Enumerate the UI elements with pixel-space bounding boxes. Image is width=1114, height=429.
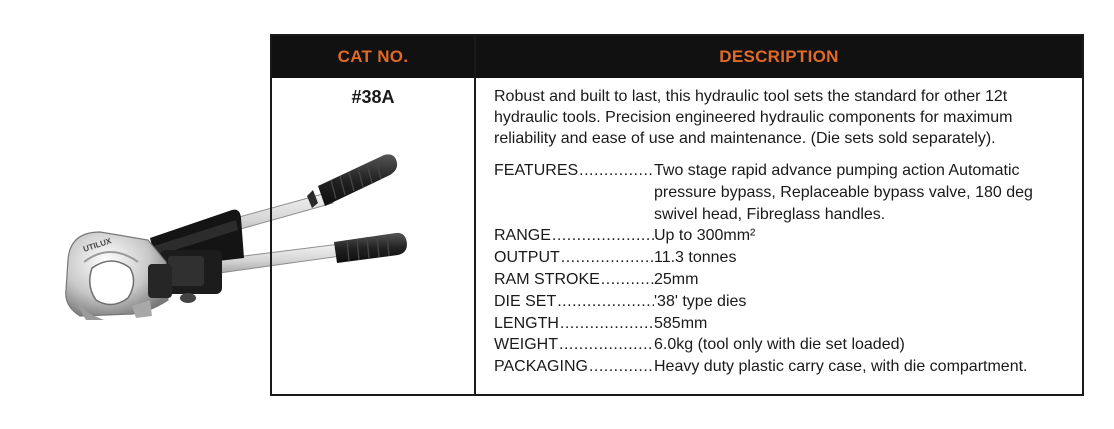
spec-value: 585mm bbox=[654, 314, 708, 332]
spec-label: LENGTH bbox=[494, 314, 559, 332]
spec-value: Up to 300mm² bbox=[654, 227, 756, 245]
spec-row-length bbox=[494, 313, 1076, 335]
description-text: Robust and built to last, this hydraulic tool sets the standard for other 12t hydraulic tools. Precision engineered hydraulic components for maximum reliability and ease of use and maintenance. (Die sets sold separately). bbox=[494, 88, 1013, 147]
spec-row-features bbox=[494, 160, 1076, 225]
spec-row-range bbox=[494, 225, 1076, 247]
catalogue-number: #38A bbox=[351, 87, 395, 107]
spec-label: FEATURES bbox=[494, 162, 579, 179]
spec-label: PACKAGING bbox=[494, 358, 588, 376]
spec-row-die-set bbox=[494, 291, 1076, 313]
spec-label: OUTPUT bbox=[494, 249, 560, 267]
spec-row-packaging bbox=[494, 356, 1076, 378]
table-header bbox=[272, 36, 1082, 78]
spec-table bbox=[270, 34, 1084, 396]
spec-label: DIE SET bbox=[494, 292, 557, 310]
spec-value: 6.0kg (tool only with die set loaded) bbox=[654, 336, 905, 354]
spec-value: '38' type dies bbox=[654, 292, 747, 310]
spec-row-output bbox=[494, 247, 1076, 269]
column-divider bbox=[474, 36, 476, 394]
spec-row-ram-stroke bbox=[494, 269, 1076, 291]
spec-value: 11.3 tonnes bbox=[654, 249, 737, 267]
spec-list bbox=[494, 160, 1076, 378]
spec-row-weight bbox=[494, 334, 1076, 356]
spec-label: RAM STROKE bbox=[494, 270, 600, 288]
spec-value: Heavy duty plastic carry case, with die compartment. bbox=[654, 358, 1028, 376]
description-header: DESCRIPTION bbox=[719, 47, 839, 66]
spec-value: Two stage rapid advance pumping action Automatic pressure bypass, Replaceable bypass valve, 180 deg swivel head, Fibreglass handles. bbox=[654, 162, 1033, 223]
spec-value: 25mm bbox=[654, 270, 699, 288]
spec-label: RANGE bbox=[494, 227, 551, 245]
cat-no-header: CAT NO. bbox=[337, 47, 409, 66]
head-collar bbox=[148, 264, 172, 298]
spec-label: WEIGHT bbox=[494, 336, 558, 354]
brand-mark-text: UTILUX bbox=[82, 236, 113, 254]
